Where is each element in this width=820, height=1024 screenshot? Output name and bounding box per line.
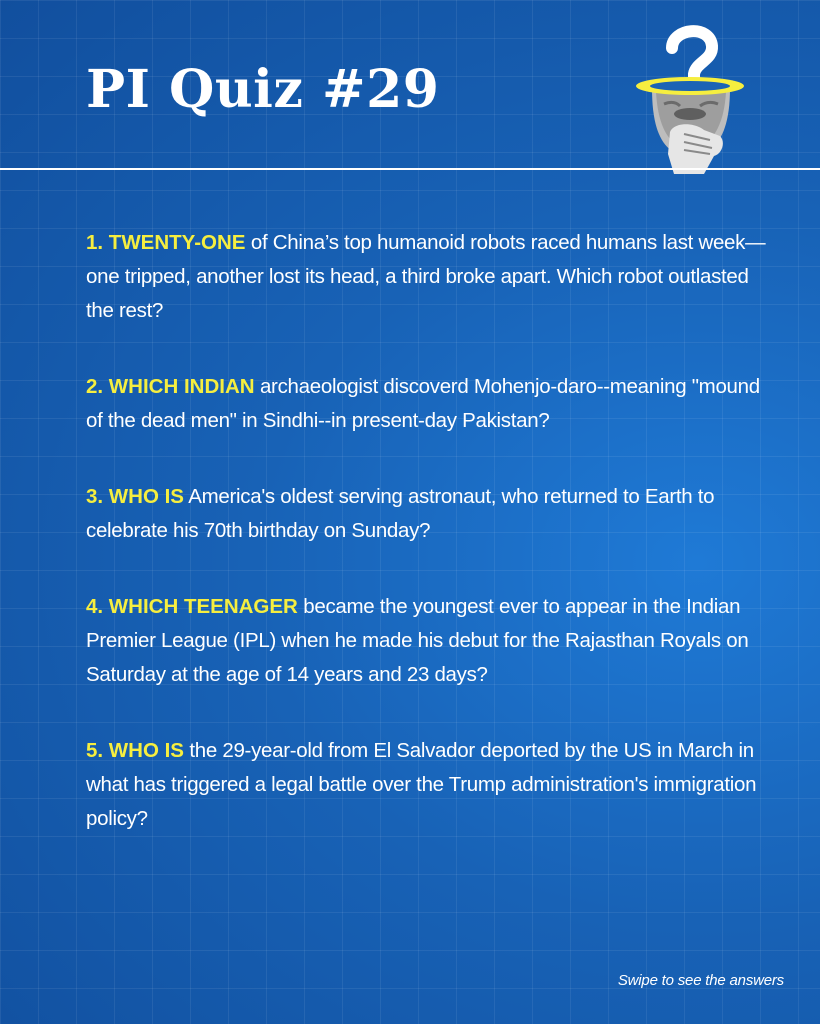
question-text: archaeologist discoverd Mohenjo-daro--meaning "mound of the dead men" in Sindhi--in present-day Pakistan? [86, 375, 760, 432]
question-item [86, 480, 776, 548]
question-text: America's oldest serving astronaut, who returned to Earth to celebrate his 70th birthday on Sunday? [86, 485, 715, 542]
question-lead: 3. WHO IS [86, 485, 184, 508]
page-title: PI Quiz #29 [86, 59, 440, 120]
question-lead: 4. WHICH TEENAGER [86, 595, 298, 618]
swipe-hint: Swipe to see the answers [617, 972, 784, 989]
question-lead: 1. TWENTY-ONE [86, 231, 246, 254]
thinking-person-question-mark-icon [634, 14, 746, 174]
question-list [86, 226, 776, 878]
question-item [86, 734, 776, 836]
question-item [86, 226, 776, 328]
question-lead: 5. WHO IS [86, 739, 184, 762]
question-lead: 2. WHICH INDIAN [86, 375, 255, 398]
header-divider [0, 168, 820, 170]
question-text: the 29-year-old from El Salvador deported by the US in March in what has triggered a legal battle over the Trump administration's immigration policy? [86, 739, 757, 830]
question-text: became the youngest ever to appear in the Indian Premier League (IPL) when he made his debut for the Rajasthan Royals on Saturday at the age of 14 years and 23 days? [86, 595, 749, 686]
question-item [86, 590, 776, 692]
question-item [86, 370, 776, 438]
question-text: of China’s top humanoid robots raced humans last week—one tripped, another lost its head, a third broke apart. Which robot outlasted the rest? [86, 231, 766, 322]
